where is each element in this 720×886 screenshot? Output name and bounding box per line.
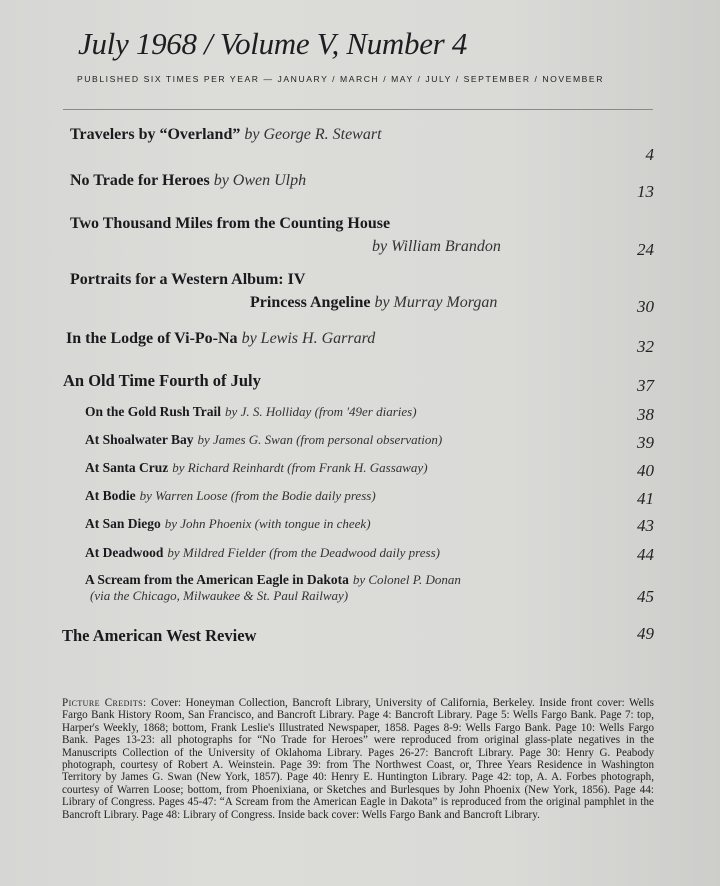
entry-title: On the Gold Rush Trail [85,404,222,419]
toc-entry-fourth-of-july[interactable] [63,371,261,391]
entry-subtitle: Princess Angeline [250,294,371,311]
entry-author: by Owen Ulph [213,172,307,189]
entry-title: At Shoalwater Bay [85,432,194,447]
entry-author: by Richard Reinhardt (from Frank H. Gassaway) [172,460,428,475]
page-number: 43 [637,516,654,535]
entry-author: by James G. Swan (from personal observation) [197,432,443,447]
entry-source: (via the Chicago, Milwaukee & St. Paul Railway) [90,588,349,603]
entry-title: At Deadwood [85,545,164,560]
entry-title: In the Lodge of Vi-Po-Na [66,330,238,347]
toc-entry-portraits-sub [250,294,497,312]
entry-author: by Warren Loose (from the Bodie daily press) [139,488,376,503]
page-number: 40 [637,461,654,480]
page-number: 32 [637,337,654,356]
entry-title: At San Diego [85,516,161,531]
entry-title: Two Thousand Miles from the Counting House [70,215,391,232]
entry-title: An Old Time Fourth of July [63,371,261,390]
credits-text: Cover: Honeyman Collection, Bancroft Library, University of California, Berkeley. Inside front cover: Wells Fargo Bank History Room, San Francisco, and Bancroft Library. Page 4: Bancroft Library. Page 5: Wells Fargo Bank. Page 7: top, Harper's Weekly, 1868; bottom, Frank Leslie's Illustrated Newspaper, 1858. Pages 8-9: Wells Fargo Bank. Page 10: Wells Fargo Bank. Pages 13-23: all photographs for “No Trade for Heroes” were reproduced from original glass-plate negatives in the Manuscripts Collection of the University of Oklahoma Library. Pages 26-27: Bancroft Library. Page 30: Henry G. Peabody photograph, courtesy of Robert A. Weinstein. Page 39: from The Northwest Coast, or, Three Years Residence in Washington Territory by James G. Swan (New York, 1857). Page 40: Henry E. Huntington Library. Page 42: top, A. A. Forbes photograph, courtesy of Warren Loose; bottom, from Phoenixiana, or Sketches and Burlesques by John Phoenix (New York, 1856). Page 44: Library of Congress. Pages 45-47: “A Scream from the American Eagle in Dakota” is reproduced from the original pamphlet in the Bancroft Library. Page 48: Library of Congress. Inside back cover: Wells Fargo Bank and Bancroft Library. [62,697,654,821]
page-number: 4 [645,145,654,164]
page-number: 30 [637,297,654,316]
page-number: 13 [637,182,654,201]
divider-rule [63,109,653,110]
entry-title: The American West Review [62,626,257,645]
entry-title: Travelers by “Overland” [70,126,241,143]
entry-author: by Mildred Fielder (from the Deadwood daily press) [167,545,440,560]
entry-title: Portraits for a Western Album: IV [70,271,306,288]
toc-subentry-gold-rush[interactable] [85,403,417,421]
toc-subentry-santa-cruz[interactable] [85,459,428,477]
page-number: 44 [637,545,654,564]
page-number: 45 [637,587,654,606]
toc-subentry-bodie[interactable] [85,487,376,505]
toc-entry-review[interactable] [62,626,256,646]
entry-title: No Trade for Heroes [70,172,210,189]
page-number: 37 [637,376,654,395]
entry-author: by Colonel P. Donan [352,572,461,587]
toc-entry-counting-house[interactable] [70,215,390,233]
toc-entry-no-trade[interactable] [70,172,306,190]
entry-title: At Santa Cruz [85,460,169,475]
entry-title: At Bodie [85,488,136,503]
toc-entry-portraits[interactable] [70,271,305,289]
picture-credits [62,697,654,821]
toc-entry-travelers[interactable] [70,126,382,144]
credits-lead: Picture Credits: [62,697,147,709]
page-number: 41 [637,489,654,508]
page-number: 38 [637,405,654,424]
toc-entry-counting-house-author [372,238,501,256]
toc-subentry-deadwood[interactable] [85,544,440,562]
entry-author: by John Phoenix (with tongue in cheek) [164,516,371,531]
entry-author: by J. S. Holliday (from '49er diaries) [225,404,417,419]
entry-title: A Scream from the American Eagle in Dakota [85,572,349,587]
entry-author: by Murray Morgan [374,294,498,311]
page-number: 39 [637,433,654,452]
toc-subentry-american-eagle-via [90,587,348,605]
toc-subentry-shoalwater[interactable] [85,431,442,449]
entry-author: by Lewis H. Garrard [241,330,376,347]
page-number: 24 [637,240,654,259]
toc-entry-vi-po-na[interactable] [66,330,375,348]
page-number: 49 [637,624,654,643]
entry-author: by William Brandon [372,238,501,255]
toc-subentry-san-diego[interactable] [85,515,371,533]
entry-author: by George R. Stewart [244,126,382,143]
issue-masthead: July 1968 / Volume V, Number 4 [78,26,468,61]
publication-schedule: PUBLISHED SIX TIMES PER YEAR — JANUARY / MARCH / MAY / JULY / SEPTEMBER / NOVEMBER [77,74,604,84]
